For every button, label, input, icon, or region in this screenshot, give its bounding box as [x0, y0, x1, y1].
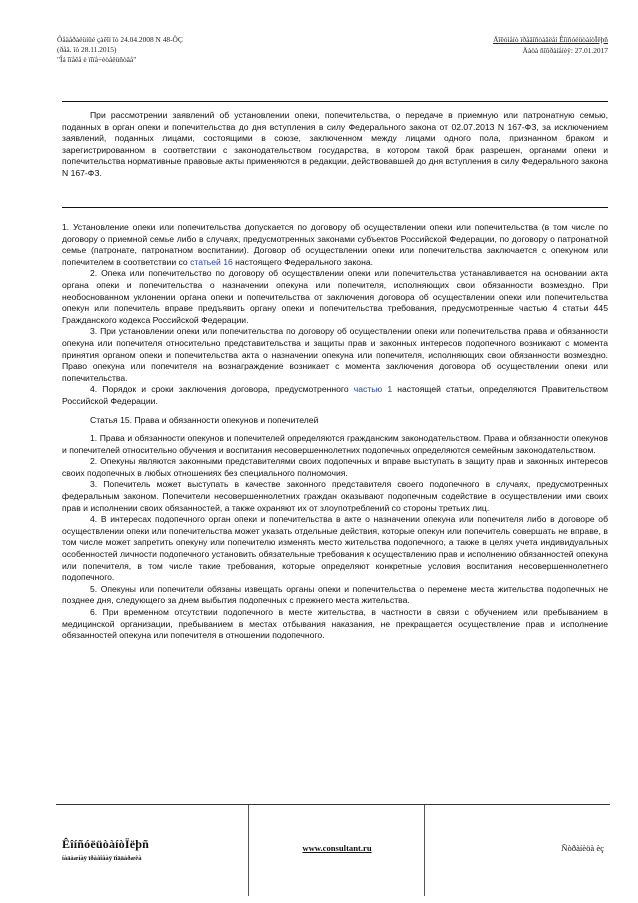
header-edition: (ðåä. îò 28.11.2015) [57, 45, 117, 54]
header-provider-info [430, 35, 608, 56]
header-provided-by: Äîêóìåíò ïðåäîñòàâëåí ÊîíñóëüòàíòÏëþñ [493, 35, 608, 44]
link-part-1[interactable]: частью 1 [353, 384, 393, 395]
header-law-title: Ôåäåðàëüíûé çàêîí îò 24.04.2008 N 48-ÔÇ [57, 35, 183, 44]
article-14-paragraph-4: 4. Порядок и сроки заключения договора, предусмотренного частью 1 настоящей статьи, определяются Правительством Российской Федерации. [62, 384, 608, 406]
header-save-date: Äàòà ñîõðàíåíèÿ: 27.01.2017 [522, 45, 608, 55]
footer-divider-right [424, 805, 425, 896]
page-footer [56, 804, 610, 896]
footer-page-number: Ñòðàíèöà èç [561, 843, 604, 853]
article-14-paragraph-2: 2. Опека или попечительство по договору об осуществлении опеки или попечительства устанавливается на основании акта органа опеки и попечительства о назначении опекуна или попечителя, исполняющих свои обязанности возмездно. При необоснованном уклонении органа опеки и попечительства от заключения договора об осуществлении опеки или попечительства опекун или попечитель вправе предъявить органу опеки и попечительства требования, предусмотренные частью 4 статьи 445 Гражданского кодекса Российской Федерации. [62, 268, 608, 325]
footer-site-link[interactable]: www.consultant.ru [302, 843, 372, 853]
article-15-paragraph-2: 2. Опекуны являются законными представителями своих подопечных и вправе выступать в защиту прав и законных интересов своих подопечных в любых отношениях без специального полномочия. [62, 456, 608, 478]
article-14-paragraph-3: 3. При установлении опеки или попечительства по договору об осуществлении опеки или попечительства права и обязанности опекуна или попечителя относительно представительства и защиты прав и законных интересов подопечного возникают с момента принятия органом опеки и попечительства акта о назначении опекуна или попечителя, исполняющих свои обязанности возмездно. Право опекуна или попечителя на вознаграждение возникает с момента заключения договора об осуществлении опеки или попечительства. [62, 326, 608, 383]
footer-brand-logo: ÊîíñóëüòàíòÏëþñ [62, 837, 150, 851]
header-law-name: "Îá îïåêå è ïîïå÷èòåëüñòâå" [57, 55, 137, 64]
note-block [62, 110, 608, 180]
divider-top [62, 101, 608, 102]
article-15-title: Статья 15. Права и обязанности опекунов и попечителей [90, 414, 319, 425]
article-15-paragraph-6: 6. При временном отсутствии подопечного в месте жительства, в частности в связи с обучением или пребыванием в медицинской организации, пребыванием в местах отбывания наказания, не прекращается осуществление прав и исполнение обязанностей опекуна или попечителя в отношении подопечного. [62, 607, 608, 641]
footer-divider-left [248, 805, 249, 896]
article-15-paragraph-4: 4. В интересах подопечного орган опеки и попечительства в акте о назначении опекуна или попечителя либо в договоре об осуществлении опеки или попечительства может указать отдельные действия, которые опекун или попечитель совершать не вправе, в том числе может запретить опекуну или попечителю изменять место жительства подопечного, а также в целях учета индивидуальных особенностей личности подопечного установить обязательные требования к осуществлению прав и исполнению обязанностей опекуна или попечителя, в том числе такие требования, которые определяют конкретные условия воспитания несовершеннолетнего подопечного. [62, 514, 608, 583]
article-15-paragraph-5: 5. Опекуны или попечители обязаны извещать органы опеки и попечительства о перемене места жительства подопечных не позднее дня, следующего за днем выбытия подопечных с прежнего места жительства. [62, 583, 608, 606]
divider-note-bottom [62, 207, 608, 208]
article-14-paragraph-1: 1. Установление опеки или попечительства допускается по договору об осуществлении опеки или попечительства (в том числе по договору о приемной семье либо в случаях, предусмотренных законами субъектов Российской Федерации, по договору о патронатной семье (патронате, патронатном воспитании). Договор об осуществлении опеки или попечительства заключается с опекуном или попечителем в соответствии со статьей 16 настоящего Федерального закона. [62, 222, 608, 267]
article-15-paragraph-3: 3. Попечитель может выступать в качестве законного представителя своего подопечного в случаях, предусмотренных федеральным законом. Попечители несовершеннолетних граждан оказывают подопечным содействие в осуществлении ими своих прав и исполнении своих обязанностей, а также охраняют их от злоупотреблений со стороны третьих лиц. [62, 479, 608, 513]
footer-brand-tagline: íàäåæíàÿ ïðàâîâàÿ ïîääåðæêà [62, 855, 142, 862]
link-article-16[interactable]: статьей 16 [190, 256, 233, 267]
note-text: При рассмотрении заявлений об установлении опеки, попечительства, о передаче в приемную или патронатную семью, поданных в орган опеки и попечительства до дня вступления в силу Федерального закона от 02.07.2013 N 167-ФЗ, за исключением заявлений, поданных лицами, состоящими в союзе, заключенном между лицами одного пола, признанном браком и зарегистрированном в соответствии с законодательством государства, в котором такой брак разрешен, органами опеки и попечительства нормативные правовые акты применяются в редакции, действовавшей до дня вступления в силу Федерального закона N 167-ФЗ. [62, 110, 608, 178]
header-document-info [57, 35, 183, 65]
article-14-body [62, 222, 608, 642]
article-15-paragraph-1: 1. Права и обязанности опекунов и попечителей определяются гражданским законодательством. Права и обязанности опекунов и попечителей относительно обучения и воспитания несовершеннолетних подопечных определяются семейным законодательством. [62, 433, 608, 455]
